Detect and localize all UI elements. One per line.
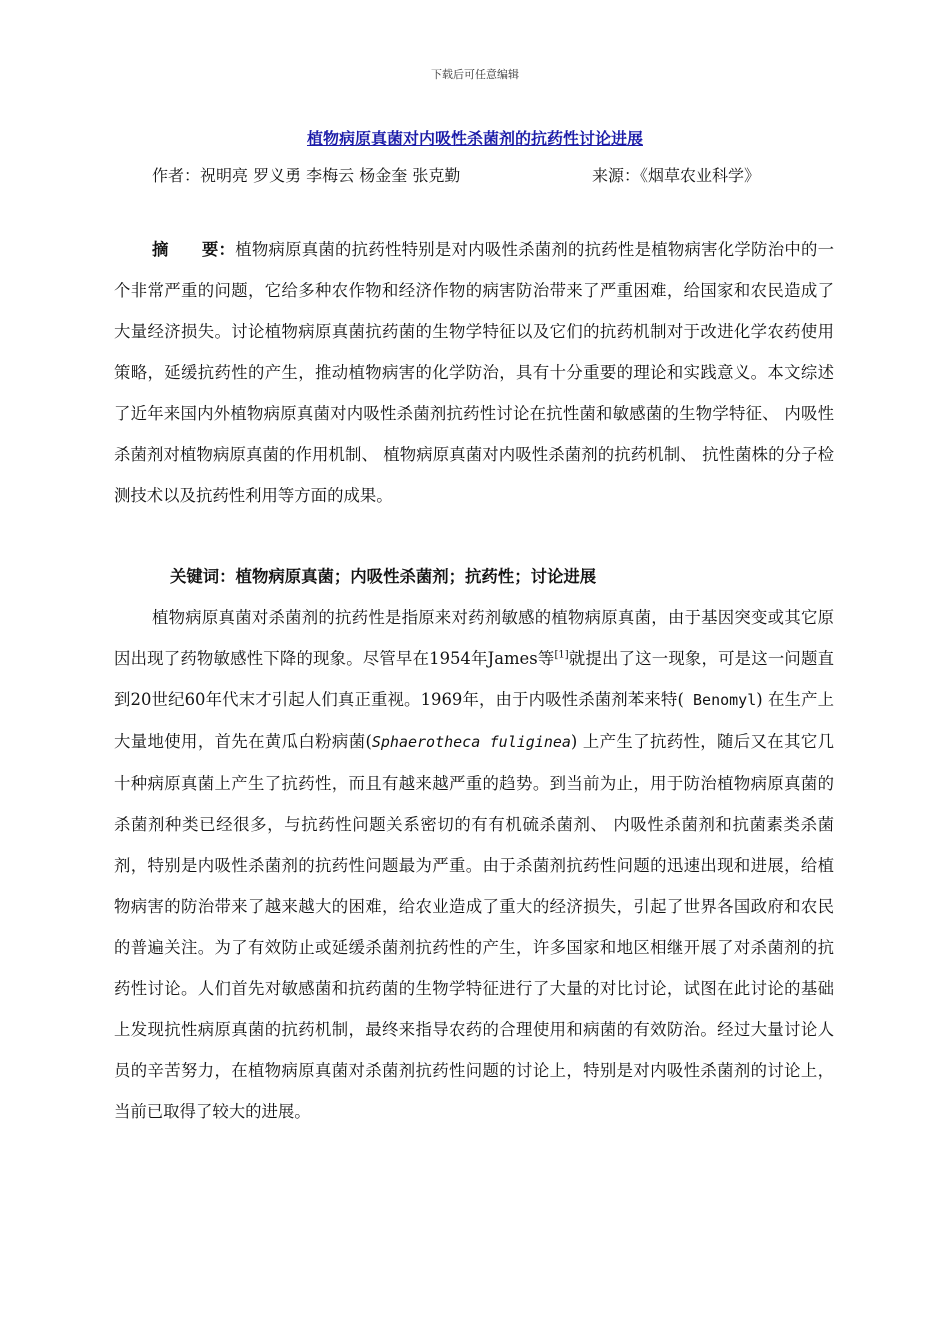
authors-line: 作者：祝明亮 罗义勇 李梅云 杨金奎 张克勤	[152, 166, 461, 185]
latin-name-species: Sphaerotheca fuliginea	[371, 733, 571, 751]
body-paragraph	[114, 597, 834, 1132]
keywords-line: 关键词：植物病原真菌；内吸性杀菌剂；抗药性；讨论进展	[170, 567, 597, 586]
abstract-text: 植物病原真菌的抗药性特别是对内吸性杀菌剂的抗药性是植物病害化学防治中的一个非常严重的问题，它给多种农作物和经济作物的病害防治带来了严重困难，给国家和农民造成了大量经济损失。讨论植物病原真菌抗药菌的生物学特征以及它们的抗药机制对于改进化学农药使用策略，延缓抗药性的产生，推动植物病害的化学防治，具有十分重要的理论和实践意义。本文综述了近年来国内外植物病原真菌对内吸性杀菌剂抗药性讨论在抗性菌和敏感菌的生物学特征、 内吸性杀菌剂对植物病原真菌的作用机制、 植物病原真菌对内吸性杀菌剂的抗药机制、 抗性菌株的分子检测技术以及抗药性利用等方面的成果。	[114, 240, 834, 505]
abstract-label: 摘 要：	[152, 240, 236, 259]
paragraph-part-3: ) 在生产上大量地使用，首先在黄瓜白粉病菌(	[114, 690, 835, 751]
paragraph-part-4: ) 上产生了抗药性，随后又在其它几十种病原真菌上产生了抗药性，而且有越来越严重的趋势。到当前为止，用于防治植物病原真菌的杀菌剂种类已经很多，与抗药性问题关系密切的有有机硫杀菌剂、 内吸性杀菌剂和抗菌素类杀菌剂，特别是内吸性杀菌剂的抗药性问题最为严重。由于杀菌剂抗药性问题的迅速出现和进展，给植物病害的防治带来了越来越大的困难，给农业造成了重大的经济损失，引起了世界各国政府和农民的普遍关注。为了有效防止或延缓杀菌剂抗药性的产生，许多国家和地区相继开展了对杀菌剂的抗药性讨论。人们首先对敏感菌和抗药菌的生物学特征进行了大量的对比讨论，试图在此讨论的基础上发现抗性病原真菌的抗药机制，最终来指导农药的合理使用和病菌的有效防治。经过大量讨论人员的辛苦努力，在植物病原真菌对杀菌剂抗药性问题的讨论上，特别是对内吸性杀菌剂的讨论上，当前已取得了较大的进展。	[114, 732, 834, 1121]
byline	[152, 163, 852, 186]
article-title-link[interactable]: 植物病原真菌对内吸性杀菌剂的抗药性讨论进展	[306, 129, 643, 148]
paragraph-part-1: 植物病原真菌对杀菌剂的抗药性是指原来对药剂敏感的植物病原真菌，由于基因突变或其它原因出现了药物敏感性下降的现象。尽管早在1954年James等	[114, 608, 834, 668]
source-line: 来源：《烟草农业科学》	[592, 166, 761, 185]
paragraph-part-2: 就提出了这一现象，可是这一问题直到20世纪60年代末才引起人们真正重视。1969年，由于内吸性杀菌剂苯来特(	[114, 649, 834, 709]
reference-marker: [1]	[554, 649, 569, 661]
latin-name-benomyl: Benomyl	[683, 691, 757, 709]
abstract-paragraph	[114, 229, 834, 516]
header-note: 下载后可任意编辑	[431, 68, 519, 81]
